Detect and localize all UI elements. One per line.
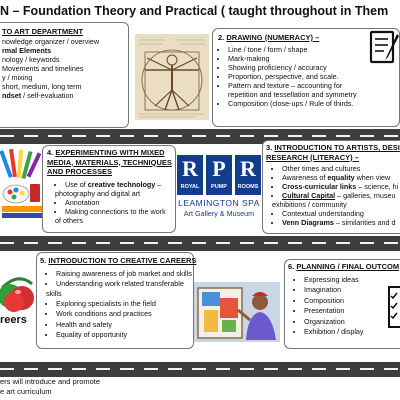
section4-item: • Use of creative technology – xyxy=(65,180,172,189)
section3-content xyxy=(266,143,400,227)
footer-line-1: ers will introduce and promote xyxy=(0,377,101,386)
section6-item: • Expressing ideas xyxy=(304,275,399,286)
section4-item: • Making connections to the work xyxy=(65,207,172,216)
section5-item: • Exploring specialists in the field xyxy=(56,299,196,309)
section1-item: y / mixing xyxy=(2,72,33,82)
section5-item: • Raising awareness of job market and skills xyxy=(56,269,196,279)
pencil-paper-icon xyxy=(368,26,400,68)
logo-letter: P xyxy=(212,156,226,181)
section1-item: nology / keywords xyxy=(2,54,60,64)
vitruvian-man-image xyxy=(135,34,209,120)
logo-word: ROYAL xyxy=(180,184,200,190)
section2-item: • Proportion, perspective, and scale. xyxy=(228,72,357,81)
careers-label: reers xyxy=(0,314,27,326)
art-supplies-image xyxy=(0,148,44,224)
logo-subtitle: Art Gallery & Museum xyxy=(183,209,255,218)
checklist-icon xyxy=(388,286,400,328)
section1-item: nowledge organizer / overview xyxy=(2,36,100,46)
artist-painting-photo xyxy=(194,282,280,342)
section2-item: • Line / tone / form / shape xyxy=(228,45,357,54)
section3-item: • Other times and cultures xyxy=(282,164,400,173)
section4-item: of others xyxy=(55,215,83,225)
section3-item: • Cross-curricular links – science, hi xyxy=(282,182,400,191)
section3-item: exhibitions / community xyxy=(272,200,347,209)
section2-item: repetition and tessellation and symmetry xyxy=(228,89,357,99)
logo-town: LEAMINGTON SPA xyxy=(178,198,260,208)
section6-content xyxy=(288,262,399,338)
road-divider-middle xyxy=(0,236,400,251)
logo-letter: R xyxy=(240,156,256,181)
section3-heading-line2: RESEARCH (LITERACY) – xyxy=(266,152,359,162)
section3-heading: 3. INTRODUCTION TO ARTISTS, DESI xyxy=(266,143,400,152)
section5-item: • Equality of opportunity xyxy=(56,330,196,340)
section1-item: rmal Elements xyxy=(2,45,52,55)
section1-heading: TO ART DEPARTMENT xyxy=(2,27,84,36)
section3-item: • Cultural Capital – galleries, museu xyxy=(282,191,400,200)
section3-item: • Venn Diagrams – similarities and d xyxy=(282,218,400,227)
section2-item: • Mark-making xyxy=(228,54,357,63)
road-divider-bottom xyxy=(0,362,400,377)
section5-content xyxy=(40,256,196,340)
section2-heading: 2. DRAWING (NUMERACY) – xyxy=(218,33,320,42)
logo-word: PUMP xyxy=(211,184,227,190)
royal-pump-rooms-logo xyxy=(174,155,264,225)
section6-item: • Exhibition / display xyxy=(304,327,399,338)
section2-content xyxy=(218,33,357,108)
section5-item: skills xyxy=(46,288,62,298)
logo-block-1 xyxy=(177,155,203,195)
section1-item: ndset / self-evaluation xyxy=(2,90,74,100)
section5-item: • Health and safety xyxy=(56,320,196,330)
section3-item: • Awareness of equality when view xyxy=(282,173,400,182)
section1-content xyxy=(2,27,127,100)
section2-item: • Composition (close-ups / Rule of thirds. xyxy=(228,99,357,108)
logo-block-3 xyxy=(235,155,261,195)
section5-heading: 5. INTRODUCTION TO CREATIVE CAREERS xyxy=(40,256,197,265)
section3-item: • Contextual understanding xyxy=(282,209,400,218)
logo-letter: R xyxy=(182,156,198,181)
section4-item: • Annotation xyxy=(65,198,172,207)
section5-item: • Understanding work related transferable xyxy=(56,279,196,289)
logo-word: ROOMS xyxy=(237,184,259,190)
section4-heading-line2: MEDIA, MATERIALS, TECHNIQUES xyxy=(47,157,172,167)
section5-item: • Work conditions and practices xyxy=(56,309,196,319)
footer-line-2: e art curriculum xyxy=(0,387,52,396)
section1-item: Movements and timelines xyxy=(2,63,84,73)
vitruvian-man-drawing xyxy=(135,34,209,120)
section6-heading: 6. PLANNING / FINAL OUTCOM xyxy=(288,262,400,271)
section4-item: photography and digital art xyxy=(55,188,141,198)
section4-heading: 4. EXPERIMENTING WITH MIXED xyxy=(47,148,165,157)
section1-item: short, medium, long term xyxy=(2,81,82,91)
section6-item: • Composition xyxy=(304,296,399,307)
section6-item: • Presentation xyxy=(304,306,399,317)
section6-item: • Imagination xyxy=(304,285,399,296)
section2-item: • Showing proficiency / accuracy xyxy=(228,63,357,72)
section4-heading-line3: AND PROCESSES xyxy=(47,167,113,176)
section4-content xyxy=(47,148,172,225)
logo-block-2 xyxy=(206,155,232,195)
section2-item: • Pattern and texture – accounting for xyxy=(228,81,357,90)
section6-item: • Organization xyxy=(304,317,399,328)
page-title: N – Foundation Theory and Practical ( taught throughout in Them xyxy=(0,4,389,18)
